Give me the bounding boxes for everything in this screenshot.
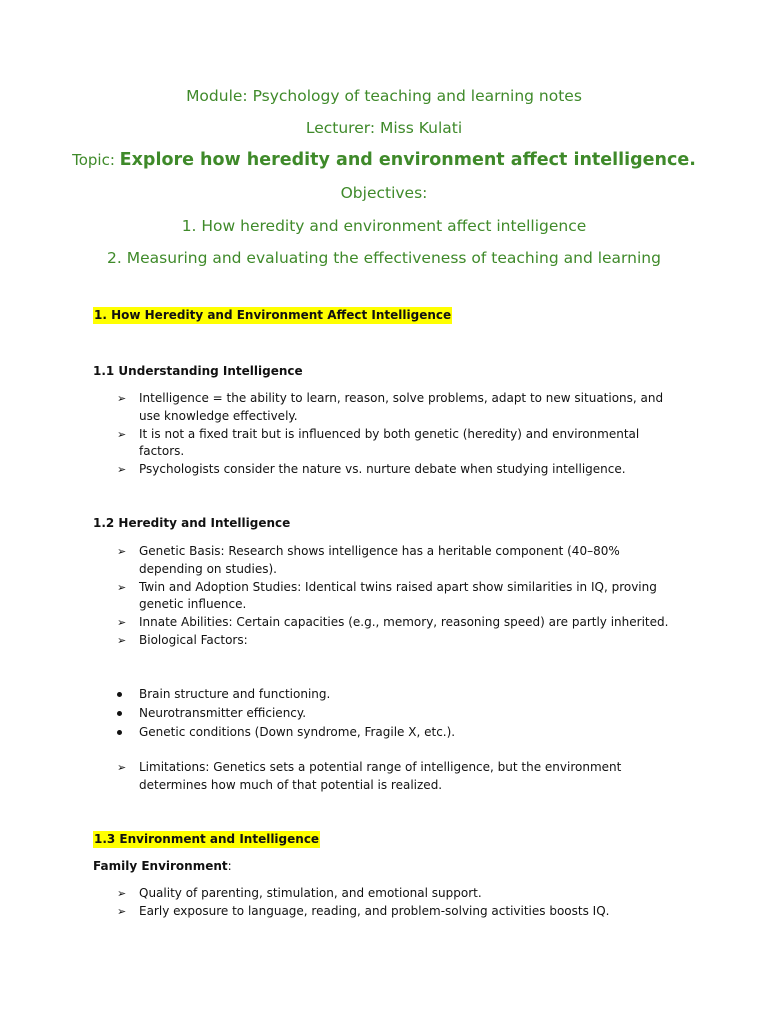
arrow-marker-icon: ➢ <box>117 887 127 900</box>
list-item-text: Intelligence = the ability to learn, reason, solve problems, adapt to new situations, and use knowledge effectively. <box>139 391 664 423</box>
list-item-text: Neurotransmitter efficiency. <box>139 706 307 720</box>
list-item-text: Genetic Basis: Research shows intelligence has a heritable component (40–80% depending on studies). <box>139 544 620 576</box>
list-item <box>117 759 677 794</box>
list-item <box>117 903 677 921</box>
list-item <box>117 724 677 742</box>
arrow-marker-icon: ➢ <box>117 392 127 405</box>
section-1-1-list <box>117 390 677 479</box>
biological-factors-list <box>117 686 677 742</box>
list-item-text: Brain structure and functioning. <box>139 687 331 701</box>
section-1-3-heading-text: 1.3 Environment and Intelligence <box>94 832 320 846</box>
section-1-heading <box>93 308 452 322</box>
list-item-text: It is not a fixed trait but is influenced by both genetic (heredity) and environmental factors. <box>139 426 640 458</box>
bullet-dot-icon <box>117 692 122 697</box>
family-environment-colon: : <box>227 859 232 873</box>
family-environment-subheading <box>93 859 232 873</box>
objective-2: 2. Measuring and evaluating the effectiveness of teaching and learning <box>107 249 661 267</box>
list-item-text: Twin and Adoption Studies: Identical twins raised apart show similarities in IQ, proving genetic influence. <box>139 579 657 611</box>
list-item <box>117 579 677 614</box>
list-item <box>117 885 677 903</box>
list-item <box>117 705 677 723</box>
lecturer-name: Lecturer: Miss Kulati <box>305 119 463 137</box>
arrow-marker-icon: ➢ <box>117 580 127 594</box>
list-item-text: Quality of parenting, stimulation, and emotional support. <box>139 886 482 900</box>
list-item-text: Early exposure to language, reading, and problem-solving activities boosts IQ. <box>139 904 610 918</box>
bullet-dot-icon <box>117 711 122 716</box>
list-item <box>117 461 677 479</box>
list-item <box>117 686 677 704</box>
arrow-marker-icon: ➢ <box>117 634 127 647</box>
list-item-text: Psychologists consider the nature vs. nurture debate when studying intelligence. <box>139 462 626 476</box>
family-environment-label: Family Environment <box>93 859 228 873</box>
arrow-marker-icon: ➢ <box>117 616 127 629</box>
list-item <box>117 632 677 650</box>
arrow-marker-icon: ➢ <box>117 905 127 918</box>
limitations-list <box>117 759 677 795</box>
arrow-marker-icon: ➢ <box>117 463 127 476</box>
list-item <box>117 390 677 425</box>
topic-line <box>0 150 768 170</box>
topic-title: Explore how heredity and environment affect intelligence. <box>119 150 696 170</box>
section-1-3-list <box>117 885 677 921</box>
section-1-3-heading <box>93 832 320 846</box>
bullet-dot-icon <box>117 730 122 735</box>
section-1-2-heading: 1.2 Heredity and Intelligence <box>93 516 291 530</box>
arrow-marker-icon: ➢ <box>117 761 127 774</box>
list-item-text: Limitations: Genetics sets a potential range of intelligence, but the environment determines how much of that potential is realized. <box>139 760 622 792</box>
list-item <box>117 543 677 578</box>
list-item-text: Innate Abilities: Certain capacities (e.g., memory, reasoning speed) are partly inherited. <box>139 615 669 629</box>
arrow-marker-icon: ➢ <box>117 545 127 558</box>
section-1-1-heading: 1.1 Understanding Intelligence <box>93 364 303 378</box>
list-item <box>117 426 677 461</box>
section-1-heading-text: 1. How Heredity and Environment Affect Intelligence <box>94 308 452 322</box>
objective-1: 1. How heredity and environment affect intelligence <box>181 217 587 235</box>
list-item-text: Genetic conditions (Down syndrome, Fragile X, etc.). <box>139 725 456 739</box>
arrow-marker-icon: ➢ <box>117 427 127 441</box>
list-item-text: Biological Factors: <box>139 633 248 647</box>
objectives-heading: Objectives: <box>340 184 428 202</box>
topic-label: Topic: <box>72 151 120 169</box>
list-item <box>117 614 677 632</box>
section-1-2-list <box>117 543 677 650</box>
module-title: Module: Psychology of teaching and learning notes <box>186 87 582 105</box>
